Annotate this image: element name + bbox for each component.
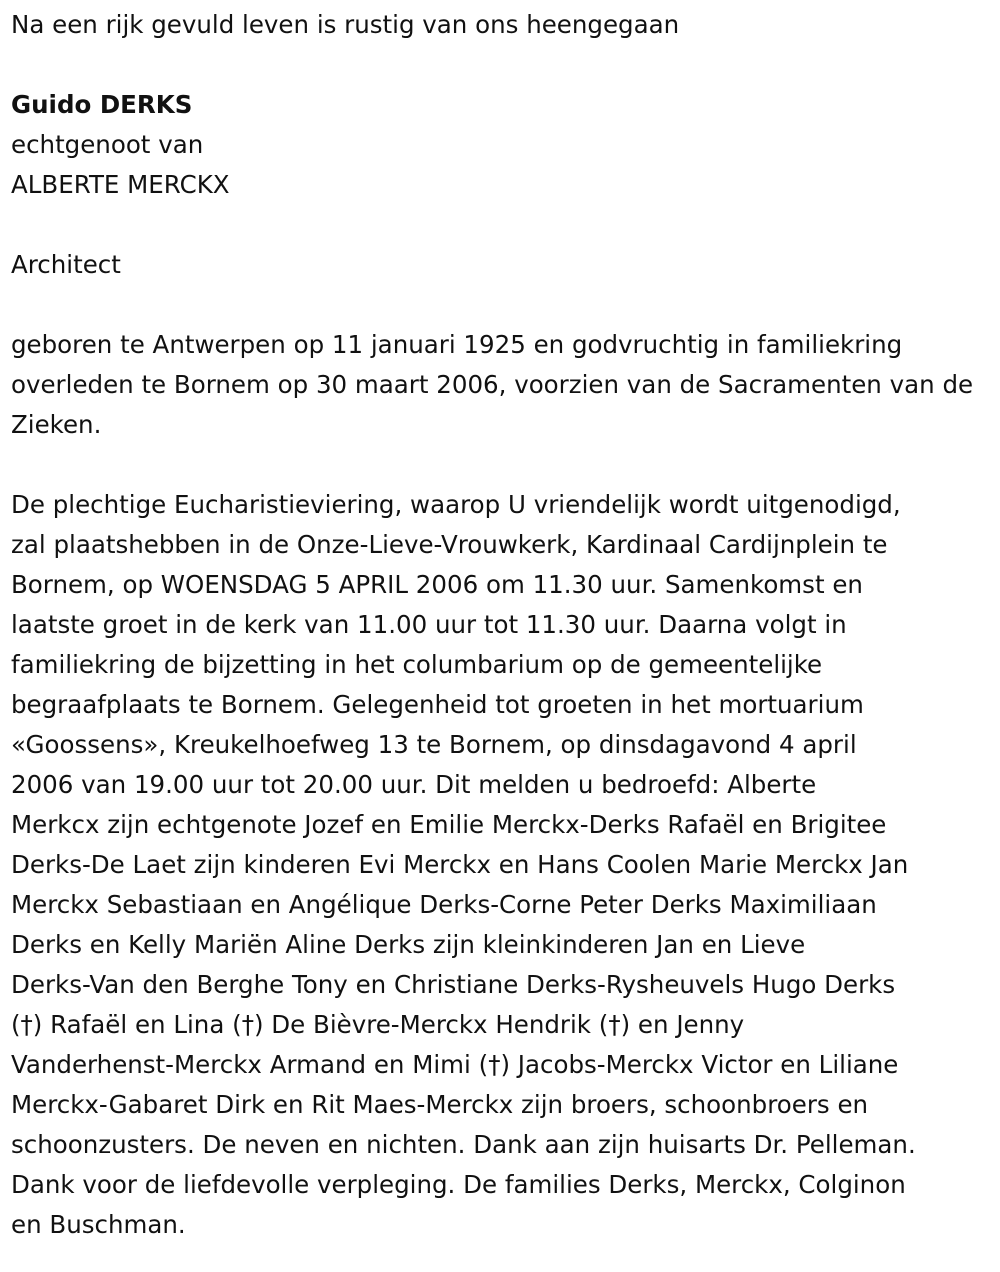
spacer bbox=[11, 445, 991, 485]
text-line: Vanderhenst-Merckx Armand en Mimi (†) Jacobs-Merckx Victor en Liliane bbox=[11, 1050, 899, 1079]
relation-label: echtgenoot van bbox=[11, 130, 204, 159]
deceased-name: Guido DERKS bbox=[11, 90, 193, 119]
text-line: en Buschman. bbox=[11, 1210, 186, 1239]
intro-line: Na een rijk gevuld leven is rustig van ons heengegaan bbox=[11, 10, 680, 39]
text-line: «Goossens», Kreukelhoefweg 13 te Bornem, op dinsdagavond 4 april bbox=[11, 730, 857, 759]
text-line: Dank voor de liefdevolle verpleging. De families Derks, Merckx, Colginon bbox=[11, 1170, 906, 1199]
text-line: familiekring de bijzetting in het columbarium op de gemeentelijke bbox=[11, 650, 823, 679]
text-line: Bornem, op WOENSDAG 5 APRIL 2006 om 11.30 uur. Samenkomst en bbox=[11, 570, 863, 599]
birth-death-paragraph: geboren te Antwerpen op 11 januari 1925 en godvruchtig in familiekring overleden te Bornem op 30 maart 2006, voorzien van de Sacramenten van de Zieken. bbox=[11, 330, 974, 439]
text-line: (†) Rafaël en Lina (†) De Bièvre-Merckx Hendrik (†) en Jenny bbox=[11, 1010, 745, 1039]
text-line: begraafplaats te Bornem. Gelegenheid tot groeten in het mortuarium bbox=[11, 690, 864, 719]
spacer bbox=[11, 285, 991, 325]
profession: Architect bbox=[11, 250, 121, 279]
text-line: Derks-Van den Berghe Tony en Christiane Derks-Rysheuvels Hugo Derks bbox=[11, 970, 896, 999]
text-line: zal plaatshebben in de Onze-Lieve-Vrouwkerk, Kardinaal Cardijnplein te bbox=[11, 530, 888, 559]
text-line: Merckx-Gabaret Dirk en Rit Maes-Merckx zijn broers, schoonbroers en bbox=[11, 1090, 869, 1119]
spouse-name: ALBERTE MERCKX bbox=[11, 170, 230, 199]
text-line: 2006 van 19.00 uur tot 20.00 uur. Dit melden u bedroefd: Alberte bbox=[11, 770, 817, 799]
text-line: Merkcx zijn echtgenote Jozef en Emilie Merckx-Derks Rafaël en Brigitee bbox=[11, 810, 887, 839]
text-line: Derks-De Laet zijn kinderen Evi Merckx en Hans Coolen Marie Merckx Jan bbox=[11, 850, 909, 879]
text-line: schoonzusters. De neven en nichten. Dank aan zijn huisarts Dr. Pelleman. bbox=[11, 1130, 916, 1159]
text-line: laatste groet in de kerk van 11.00 uur tot 11.30 uur. Daarna volgt in bbox=[11, 610, 847, 639]
text-line: Derks en Kelly Mariën Aline Derks zijn kleinkinderen Jan en Lieve bbox=[11, 930, 806, 959]
ceremony-paragraph bbox=[11, 485, 991, 1245]
spacer bbox=[11, 45, 991, 85]
text-line: Merckx Sebastiaan en Angélique Derks-Corne Peter Derks Maximiliaan bbox=[11, 890, 877, 919]
spacer bbox=[11, 205, 991, 245]
text-line: De plechtige Eucharistieviering, waarop U vriendelijk wordt uitgenodigd, bbox=[11, 490, 901, 519]
